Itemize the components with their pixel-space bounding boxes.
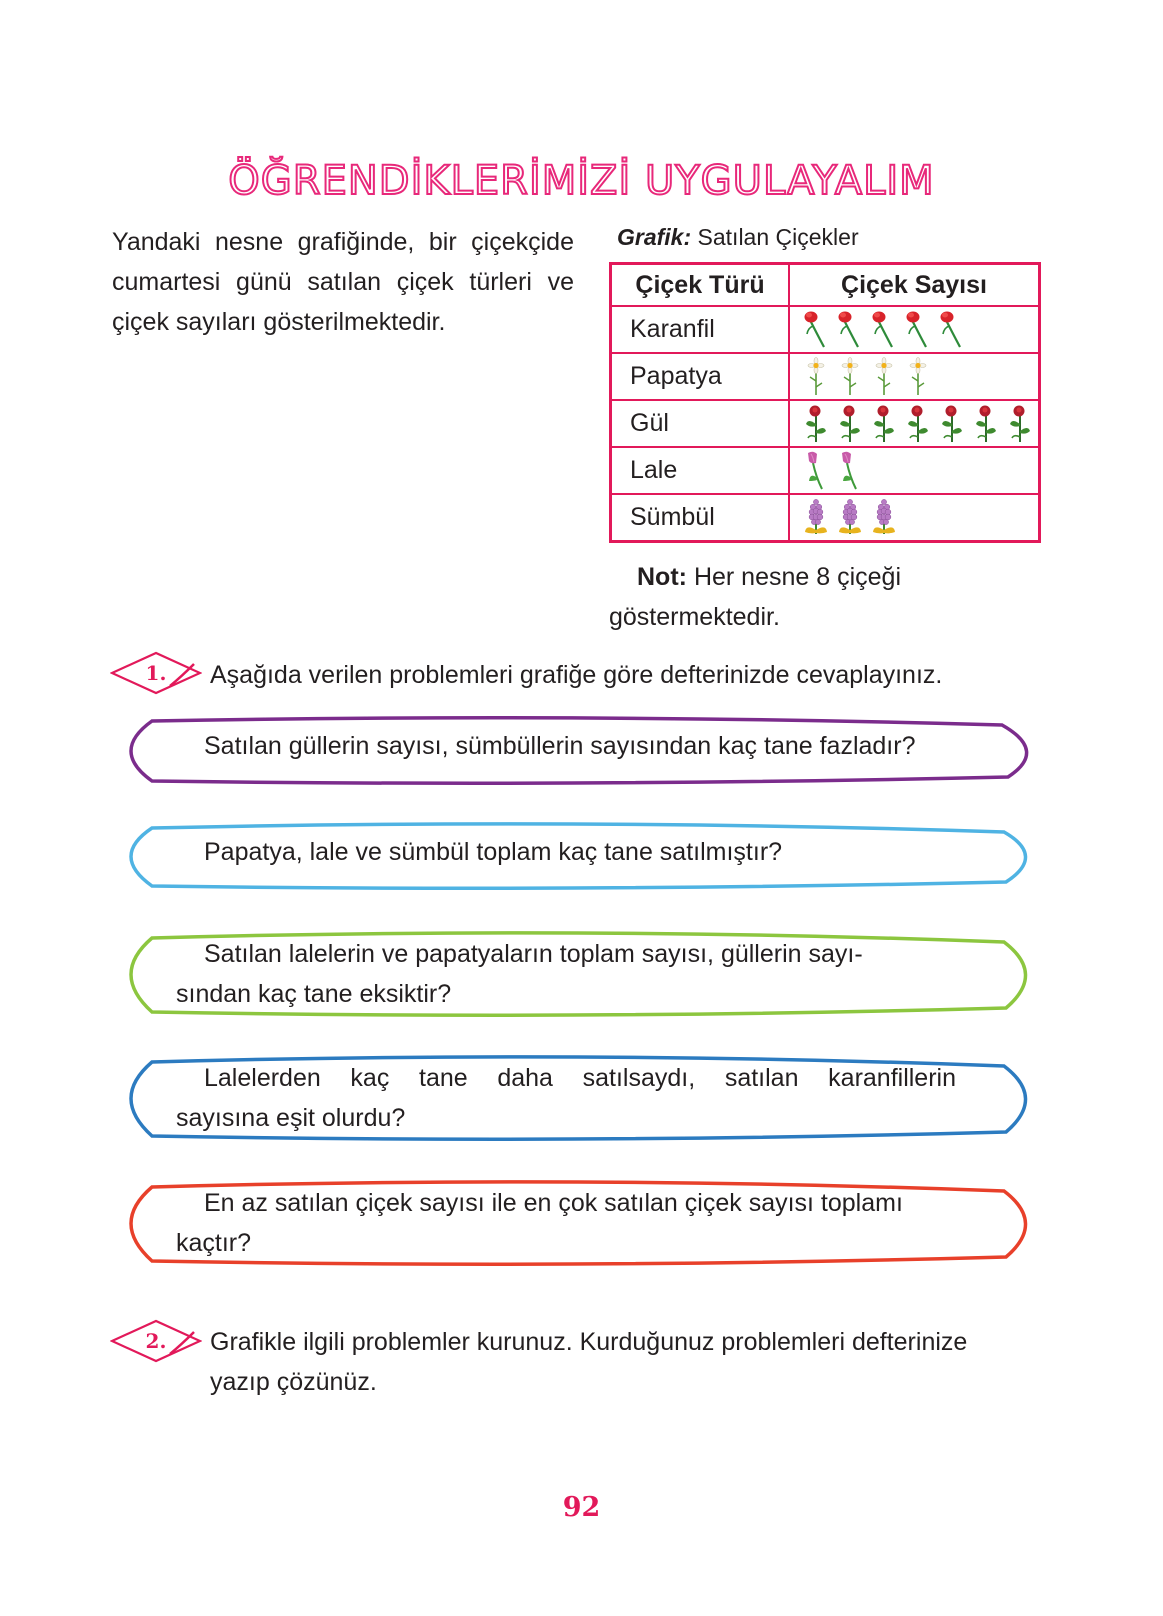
question-text: Satılan güllerin sayısı, sümbüllerin sayısından kaç tane fazladır? [204, 732, 916, 760]
task-2-line2: yazıp çözünüz. [210, 1368, 377, 1396]
rose-icon [834, 404, 866, 444]
table-row [611, 447, 1040, 494]
table-row [611, 494, 1040, 542]
flower-name: Karanfil [611, 306, 790, 353]
rose-icon [800, 404, 832, 444]
task-2-instruction [210, 1322, 967, 1402]
question-text: Papatya, lale ve sümbül toplam kaç tane satılmıştır? [204, 838, 783, 866]
rose-icon [970, 404, 1002, 444]
daisy-icon [868, 357, 900, 397]
task-2-number: 2. [145, 1329, 167, 1353]
intro-paragraph: Yandaki nesne grafiğinde, bir çiçekçide cumartesi günü satılan çiçek türleri ve çiçek sayıları gösterilmektedir. [112, 228, 574, 336]
question-bubble [112, 715, 1046, 787]
rose-icon [1004, 404, 1036, 444]
question-text-line2: sından kaç tane eksiktir? [176, 980, 452, 1008]
table-row [611, 353, 1040, 400]
flower-icons [789, 400, 1040, 447]
pictograph-table [609, 262, 1041, 543]
tulip-icon [834, 451, 866, 491]
question-text-line1: Satılan lalelerin ve papatyaların toplam sayısı, güllerin sayı- [204, 940, 863, 968]
flower-name: Sümbül [611, 494, 790, 542]
table-row [611, 400, 1040, 447]
page-number: 92 [562, 1492, 601, 1523]
task-1-number: 1. [145, 661, 167, 685]
carnation-icon [936, 310, 968, 350]
column-header-flower-count: Çiçek Sayısı [789, 264, 1040, 307]
question-text-line1: Lalelerden kaç tane daha satılsaydı, satılan karanfillerin [204, 1064, 956, 1092]
question-bubble [112, 928, 1046, 1020]
daisy-icon [834, 357, 866, 397]
carnation-icon [800, 310, 832, 350]
task-2-diamond-icon [110, 1318, 202, 1364]
table-row [611, 306, 1040, 353]
column-header-flower-type: Çiçek Türü [611, 264, 790, 307]
graph-note [609, 557, 1041, 637]
flower-name: Papatya [611, 353, 790, 400]
rose-icon [902, 404, 934, 444]
graph-caption-label: Grafik: [617, 224, 692, 250]
flower-name: Gül [611, 400, 790, 447]
daisy-icon [902, 357, 934, 397]
hyacinth-icon [800, 498, 832, 538]
graph-caption [617, 224, 859, 251]
question-bubble [112, 1177, 1046, 1269]
flower-icons [789, 494, 1040, 542]
daisy-icon [800, 357, 832, 397]
hyacinth-icon [834, 498, 866, 538]
question-bubble [112, 1052, 1046, 1144]
carnation-icon [868, 310, 900, 350]
rose-icon [936, 404, 968, 444]
question-text-line1: En az satılan çiçek sayısı ile en çok satılan çiçek sayısı toplamı [204, 1189, 903, 1217]
task-1-instruction: Aşağıda verilen problemleri grafiğe göre defterinizde cevaplayınız. [210, 661, 943, 689]
flower-icons [789, 447, 1040, 494]
question-bubble [112, 820, 1046, 892]
rose-icon [868, 404, 900, 444]
question-text-line2: kaçtır? [176, 1229, 252, 1257]
hyacinth-icon [868, 498, 900, 538]
graph-caption-title: Satılan Çiçekler [697, 224, 859, 250]
task-2-line1: Grafikle ilgili problemler kurunuz. Kurduğunuz problemleri defterinize [210, 1328, 968, 1356]
task-1-diamond-icon [110, 650, 202, 696]
carnation-icon [902, 310, 934, 350]
note-label: Not: [637, 563, 687, 591]
tulip-icon [800, 451, 832, 491]
flower-icons [789, 306, 1040, 353]
question-text-line2: sayısına eşit olurdu? [176, 1104, 406, 1132]
flower-name: Lale [611, 447, 790, 494]
flower-icons [789, 353, 1040, 400]
note-text: Her nesne 8 çiçeği göstermektedir. [609, 563, 901, 631]
carnation-icon [834, 310, 866, 350]
page-title: ÖĞRENDİKLERİMİZİ UYGULAYALIM [228, 158, 935, 204]
